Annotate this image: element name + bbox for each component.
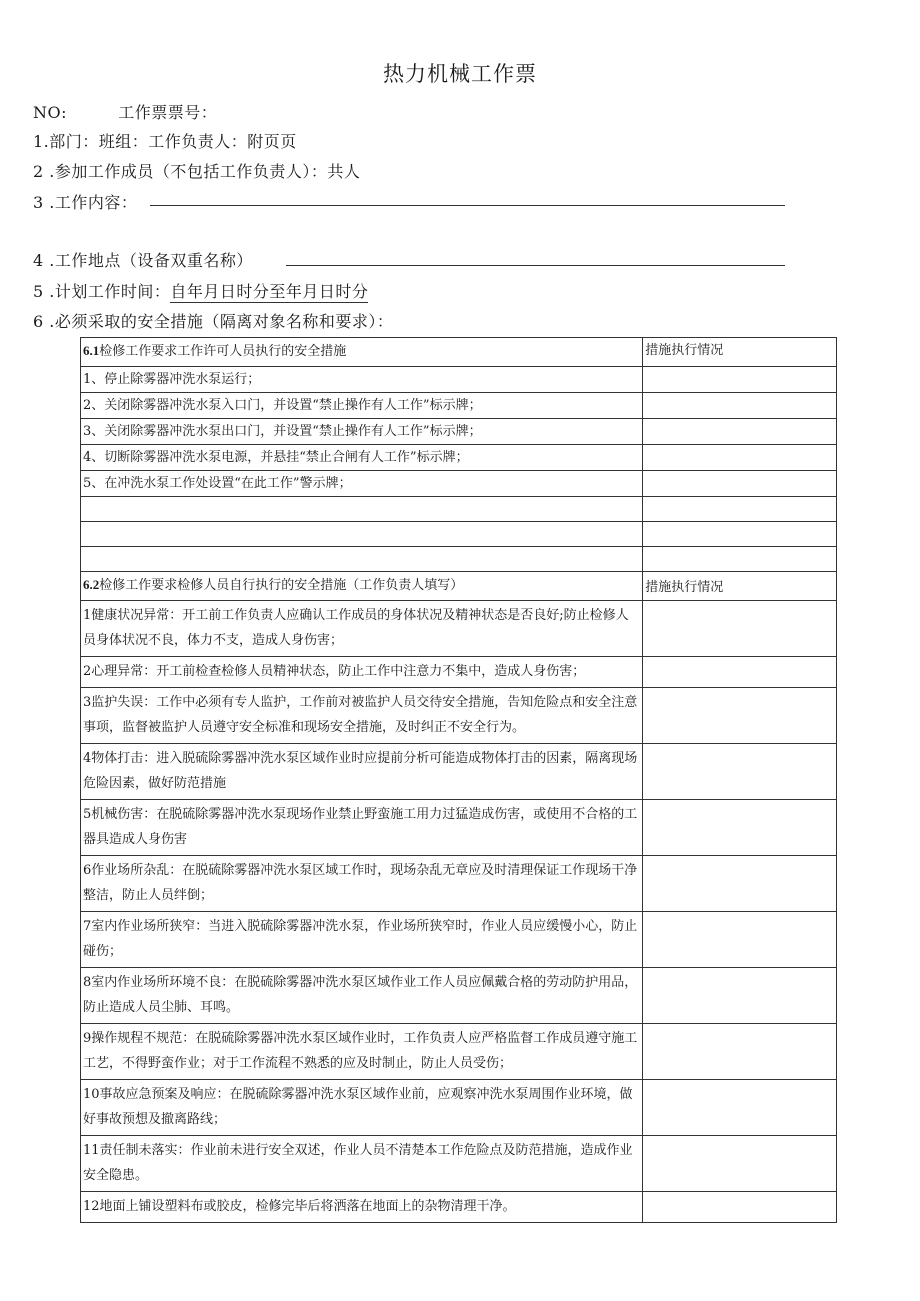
measure-text: 12地面上铺设塑料布或胶皮，检修完毕后将洒落在地面上的杂物清理干净。	[81, 1192, 643, 1223]
table-row	[81, 800, 837, 856]
execution-status-cell[interactable]	[643, 445, 837, 471]
execution-status-cell[interactable]	[643, 856, 837, 912]
table-row	[81, 367, 837, 393]
table-row	[81, 657, 837, 688]
measure-text: 7室内作业场所狭窄：当进入脱硫除雾器冲洗水泵，作业场所狭窄时，作业人员应缓慢小心，防止碰伤；	[81, 912, 643, 968]
section1-number: 6.1	[83, 343, 100, 358]
execution-status-cell[interactable]	[643, 1136, 837, 1192]
section2-number: 6.2	[83, 577, 100, 592]
execution-status-cell[interactable]	[643, 800, 837, 856]
measure-text: 3、关闭除雾器冲洗水泵出口门，并设置“禁止操作有人工作”标示牌；	[81, 419, 643, 445]
work-content-line: 3 .工作内容：	[33, 193, 138, 212]
work-content-fill[interactable]	[150, 205, 785, 206]
execution-status-cell[interactable]	[643, 601, 837, 657]
measure-text: 4、切断除雾器冲洗水泵电源，并悬挂“禁止合闸有人工作”标示牌；	[81, 445, 643, 471]
table-row	[81, 1080, 837, 1136]
execution-status-cell[interactable]	[643, 1024, 837, 1080]
page-title: 热力机械工作票	[383, 62, 537, 86]
work-location-line: 4 .工作地点（设备双重名称）	[33, 251, 253, 270]
section2-heading-text: 检修工作要求检修人员自行执行的安全措施（工作负责人填写）	[99, 578, 464, 593]
safety-measures-table	[80, 337, 837, 1223]
measure-text: 3监护失误：工作中必须有专人监护，工作前对被监护人员交待安全措施，告知危险点和安全注意事项，监督被监护人员遵守安全标准和现场安全措施，及时纠正不安全行为。	[81, 688, 643, 744]
execution-status-cell[interactable]	[643, 912, 837, 968]
measure-text: 8室内作业场所环境不良：在脱硫除雾器冲洗水泵区域作业工作人员应佩戴合格的劳动防护用品，防止造成人员尘肺、耳鸣。	[81, 968, 643, 1024]
execution-status-cell[interactable]	[643, 688, 837, 744]
work-location-fill[interactable]	[286, 265, 785, 266]
execution-status-cell[interactable]	[643, 522, 837, 547]
measure-text: 1、停止除雾器冲洗水泵运行；	[81, 367, 643, 393]
table-row	[81, 1192, 837, 1223]
ticket-number-line	[33, 100, 217, 123]
execution-status-cell[interactable]	[643, 497, 837, 522]
measure-text: 2心理异常：开工前检查检修人员精神状态，防止工作中注意力不集中，造成人身伤害；	[81, 657, 643, 688]
measure-text: 5、在冲洗水泵工作处设置“在此工作”警示牌；	[81, 471, 643, 497]
measure-text: 6作业场所杂乱：在脱硫除雾器冲洗水泵区域工作时，现场杂乱无章应及时清理保证工作现场干净整洁，防止人员绊倒；	[81, 856, 643, 912]
table-row	[81, 1136, 837, 1192]
table-row	[81, 688, 837, 744]
section1-heading-row	[81, 338, 837, 367]
section2-heading-row	[81, 572, 837, 601]
planned-time-label: 5 .计划工作时间：	[33, 282, 171, 301]
table-row	[81, 601, 837, 657]
table-row	[81, 968, 837, 1024]
measure-text: 4物体打击：进入脱硫除雾器冲洗水泵区域作业时应提前分析可能造成物体打击的因素，隔离现场危险因素，做好防范措施	[81, 744, 643, 800]
execution-status-cell[interactable]	[643, 744, 837, 800]
table-row	[81, 497, 837, 522]
section1-heading-text: 检修工作要求工作许可人员执行的安全措施	[99, 344, 347, 359]
measure-text: 11责任制未落实：作业前未进行安全双述，作业人员不清楚本工作危险点及防范措施，造成作业安全隐患。	[81, 1136, 643, 1192]
planned-time-value[interactable]: 自年月日时分至年月日时分	[170, 282, 369, 301]
execution-status-cell[interactable]	[643, 367, 837, 393]
table-row	[81, 471, 837, 497]
execution-status-cell[interactable]	[643, 657, 837, 688]
table-row	[81, 547, 837, 572]
section1-status-header: 措施执行情况	[643, 338, 837, 367]
section2-heading	[81, 572, 643, 601]
planned-time-line	[33, 279, 368, 302]
measure-text: 1健康状况异常：开工前工作负责人应确认工作成员的身体状况及精神状态是否良好;防止检修人员身体状况不良，体力不支，造成人身伤害；	[81, 601, 643, 657]
measure-text	[81, 497, 643, 522]
table-row	[81, 912, 837, 968]
measure-text: 10事故应急预案及响应：在脱硫除雾器冲洗水泵区域作业前，应观察冲洗水泵周围作业环境，做好事故预想及撤离路线；	[81, 1080, 643, 1136]
measure-text: 2、关闭除雾器冲洗水泵入口门，并设置“禁止操作有人工作”标示牌；	[81, 393, 643, 419]
execution-status-cell[interactable]	[643, 547, 837, 572]
execution-status-cell[interactable]	[643, 471, 837, 497]
measure-text: 5机械伤害：在脱硫除雾器冲洗水泵现场作业禁止野蛮施工用力过猛造成伤害，或使用不合格的工器具造成人身伤害	[81, 800, 643, 856]
section1-heading	[81, 338, 643, 367]
safety-measures-line: 6 .必须采取的安全措施（隔离对象名称和要求）：	[33, 312, 394, 331]
table-row	[81, 744, 837, 800]
table-row	[81, 445, 837, 471]
no-label: NO:	[33, 103, 68, 122]
execution-status-cell[interactable]	[643, 393, 837, 419]
measure-text: 9操作规程不规范：在脱硫除雾器冲洗水泵区域作业时，工作负责人应严格监督工作成员遵守施工工艺，不得野蛮作业；对于工作流程不熟悉的应及时制止，防止人员受伤；	[81, 1024, 643, 1080]
table-row	[81, 393, 837, 419]
members-line: 2 .参加工作成员（不包括工作负责人）：共人	[33, 162, 361, 181]
section2-status-header: 措施执行情况	[643, 572, 837, 601]
execution-status-cell[interactable]	[643, 419, 837, 445]
execution-status-cell[interactable]	[643, 968, 837, 1024]
table-row	[81, 522, 837, 547]
execution-status-cell[interactable]	[643, 1080, 837, 1136]
department-line: 1.部门：班组：工作负责人：附页页	[33, 132, 297, 151]
measure-text	[81, 547, 643, 572]
table-row	[81, 856, 837, 912]
ticket-no-label: 工作票票号：	[118, 103, 218, 122]
measure-text	[81, 522, 643, 547]
table-row	[81, 419, 837, 445]
execution-status-cell[interactable]	[643, 1192, 837, 1223]
table-row	[81, 1024, 837, 1080]
